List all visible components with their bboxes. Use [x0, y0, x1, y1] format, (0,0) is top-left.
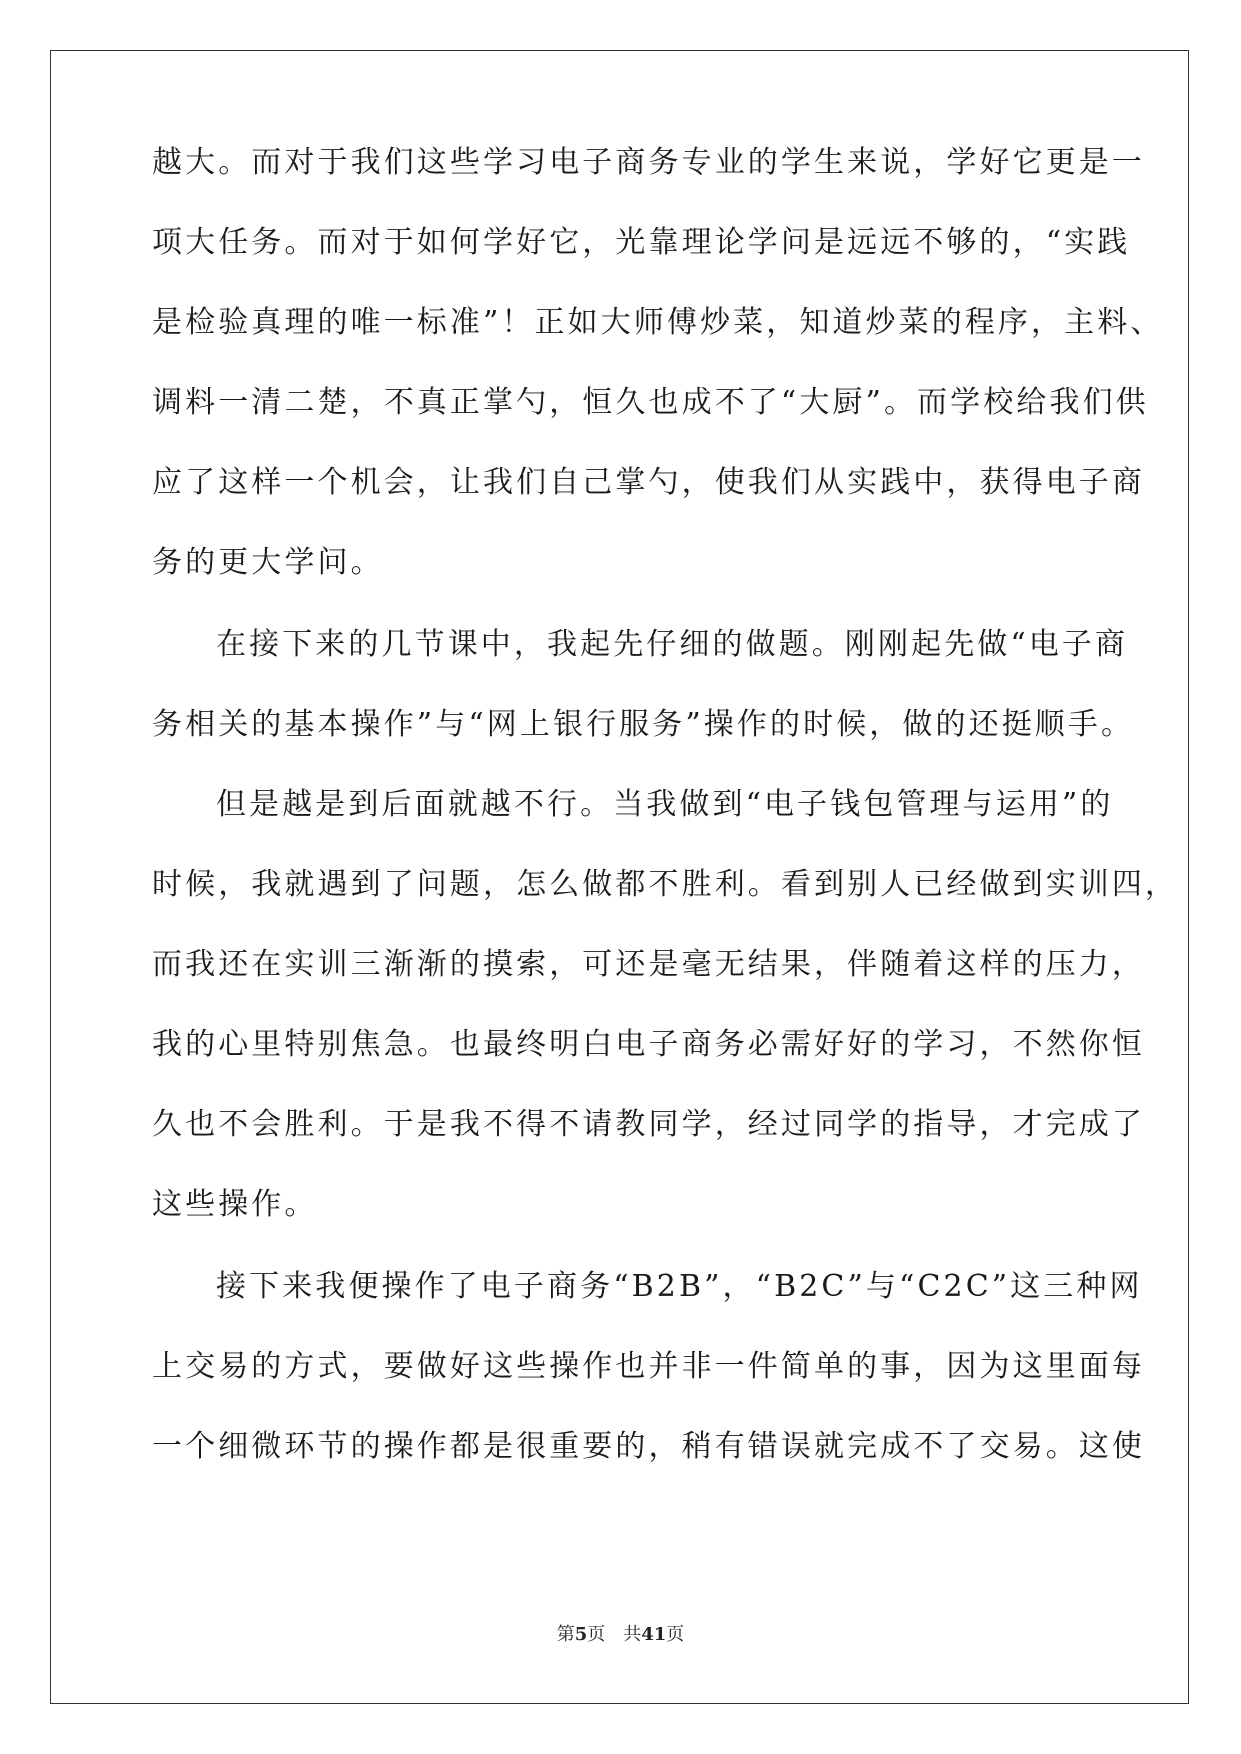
text-line: 务相关的基本操作”与“网上银行服务”操作的时候，做的还挺顺手。 [152, 707, 1135, 742]
page-footer [0, 1620, 1241, 1646]
current-page-number: 5 [574, 1624, 588, 1645]
footer-page-suffix: 页 [587, 1624, 606, 1645]
text-line: 而我还在实训三渐渐的摸索，可还是毫无结果，伴随着这样的压力， [152, 947, 1145, 982]
text-line: 调料一清二楚，不真正掌勺，恒久也成不了“大厨”。而学校给我们供 [152, 385, 1149, 420]
total-page-count: 41 [641, 1624, 667, 1645]
text-line: 接下来我便操作了电子商务“B2B”，“B2C”与“C2C”这三种网 [216, 1269, 1143, 1304]
text-line: 是检验真理的唯一标准”！正如大师傅炒菜，知道炒菜的程序，主料、 [152, 305, 1164, 340]
text-line: 务的更大学问。 [152, 545, 384, 580]
footer-prefix: 第 [556, 1624, 575, 1645]
text-line: 这些操作。 [152, 1187, 318, 1222]
footer-total-prefix: 共 [623, 1624, 642, 1645]
text-line: 应了这样一个机会，让我们自己掌勺，使我们从实践中，获得电子商 [152, 465, 1145, 500]
text-line: 越大。而对于我们这些学习电子商务专业的学生来说，学好它更是一 [152, 145, 1145, 180]
text-line: 时候，我就遇到了问题，怎么做都不胜利。看到别人已经做到实训四， [152, 867, 1179, 902]
text-line: 在接下来的几节课中，我起先仔细的做题。刚刚起先做“电子商 [216, 627, 1129, 662]
text-line: 但是越是到后面就越不行。当我做到“电子钱包管理与运用”的 [216, 787, 1114, 822]
text-line: 上交易的方式，要做好这些操作也并非一件简单的事，因为这里面每 [152, 1349, 1145, 1384]
text-line: 项大任务。而对于如何学好它，光靠理论学问是远远不够的，“实践 [152, 225, 1131, 260]
text-line: 久也不会胜利。于是我不得不请教同学，经过同学的指导，才完成了 [152, 1107, 1145, 1142]
text-line: 一个细微环节的操作都是很重要的，稍有错误就完成不了交易。这使 [152, 1429, 1145, 1464]
footer-total-suffix: 页 [666, 1624, 685, 1645]
text-line: 我的心里特别焦急。也最终明白电子商务必需好好的学习，不然你恒 [152, 1027, 1145, 1062]
